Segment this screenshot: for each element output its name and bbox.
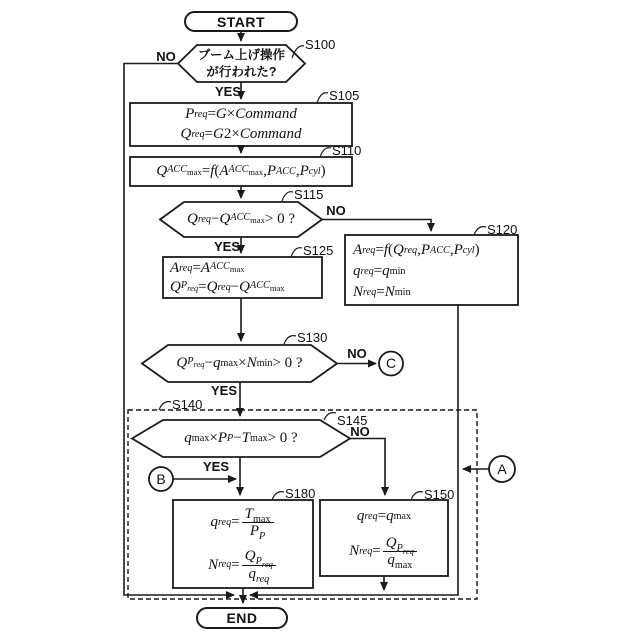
step-label-s100: S100 bbox=[305, 36, 336, 52]
connector-c-label: C bbox=[385, 355, 397, 371]
s115-condition: Q req − Q $ACC_{max}$ > 0 ? bbox=[186, 211, 296, 227]
step-label-s130: S130 bbox=[297, 329, 328, 345]
step-label-s145: S145 bbox=[337, 412, 368, 428]
branch-label-yes-s145: YES bbox=[202, 458, 229, 474]
s105-equation-line2: Q req = G 2 × Command bbox=[180, 126, 302, 142]
step-label-s120: S120 bbox=[487, 221, 518, 237]
s120-equation-line1: A req = f ( Q req , P ACC , P cyl ) bbox=[353, 242, 480, 258]
s105-equation-line1: P req = G × Command bbox=[185, 106, 297, 122]
decision-s100-question bbox=[178, 46, 305, 81]
branch-label-no-s115: NO bbox=[326, 202, 346, 218]
step-label-s180: S180 bbox=[285, 485, 316, 501]
decision-s100-question-line2: が行われた? bbox=[206, 64, 277, 79]
s120-equation-line3: N req = N min bbox=[353, 284, 411, 300]
s130-condition: Q $P_{req}$ − q max × N min > 0 ? bbox=[176, 355, 303, 371]
step-label-s125: S125 bbox=[303, 242, 334, 258]
branch-label-yes-s100: YES bbox=[214, 83, 241, 99]
branch-label-no-s145: NO bbox=[350, 423, 370, 439]
s125-equation-line1: A req = A $ACC_{max}$ bbox=[170, 260, 245, 276]
no-branch-s115-line bbox=[322, 220, 431, 232]
step-label-s110: S110 bbox=[332, 142, 362, 158]
step-label-s115: S115 bbox=[294, 186, 324, 202]
end-terminal-label: END bbox=[226, 610, 258, 626]
s150-equation-line2: N req = $\frac{Q_{P_{req}}}{q_{max}}$ bbox=[322, 530, 446, 573]
no-branch-s145-line bbox=[350, 439, 385, 496]
step-label-s140: S140 bbox=[172, 396, 203, 412]
connector-b-label: B bbox=[156, 471, 166, 487]
s180-equation-line2: N req = $\frac{Q_{P_{req}}}{q_{req}}$ bbox=[175, 544, 311, 586]
s150-equation-line1: q req = q max bbox=[356, 508, 412, 524]
branch-label-no-s130: NO bbox=[347, 345, 367, 361]
branch-label-yes-s130: YES bbox=[210, 382, 237, 398]
branch-label-yes-s115: YES bbox=[213, 238, 240, 254]
s110-equation-line1: Q $ACC_{max}$ = f ( A $ACC_{max}$ , P ACC , P cyl ) bbox=[156, 163, 326, 179]
connector-a-label: A bbox=[497, 461, 507, 477]
decision-s100-question-line1: ブーム上げ操作 bbox=[197, 47, 286, 62]
s120-equation-line2: q req = q min bbox=[353, 263, 406, 279]
s145-condition: q max × P P − T max > 0 ? bbox=[184, 430, 298, 446]
s180-equation-line1: q req = $\frac{T_{max}}{P_P}$ bbox=[175, 502, 311, 543]
step-label-s105: S105 bbox=[329, 87, 360, 103]
branch-label-no-s100: NO bbox=[156, 48, 176, 64]
s125-equation-line2: Q $P_{req}$ = Q req − Q $ACC_{max}$ bbox=[170, 279, 285, 295]
step-label-s150: S150 bbox=[424, 486, 455, 502]
start-terminal-label: START bbox=[216, 13, 266, 30]
